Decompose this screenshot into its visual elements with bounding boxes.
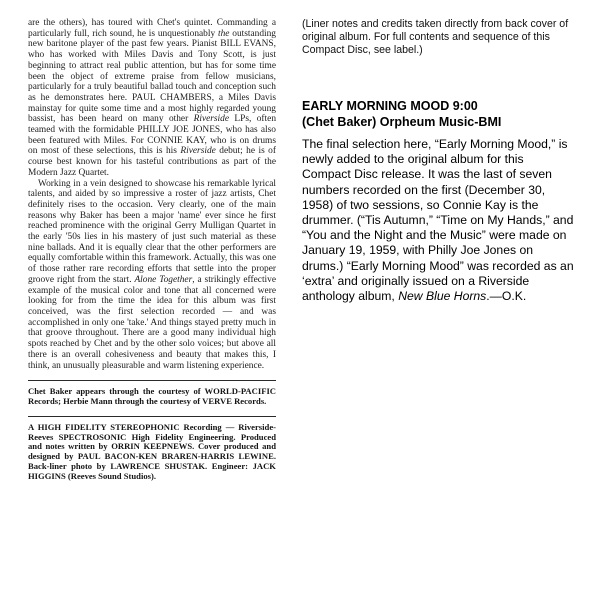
bonus-track-publisher: (Chet Baker) Orpheum Music-BMI	[302, 114, 502, 129]
technical-credits-block	[28, 423, 276, 482]
liner-notes-body	[28, 18, 276, 371]
source-note: (Liner notes and credits taken directly from back cover of original album. For full contents and sequence of this Compact Disc, see label.)	[302, 18, 569, 56]
bonus-track-note: The final selection here, “Early Morning Mood,” is newly added to the original album for this Compact Disc release. It was the last of seven numbers recorded on the first (December 30, 1958) of two sessions, so Connie Kay is the drummer. (“Tis Autumn,” “Time on My Hands,” and “You and the Night and the Music” were made on January 19, 1959, with Philly Joe Jones on drums.) “Early Morning Mood” was recorded as an ‘extra’ and originally issued on a Riverside anthology album, New Blue Horns.—O.K.	[302, 137, 574, 304]
left-text-column	[0, 0, 290, 593]
courtesy-credits-block	[28, 387, 276, 407]
right-text-column	[290, 0, 600, 593]
divider-rule-2	[28, 416, 276, 417]
technical-credits-text: A HIGH FIDELITY STEREOPHONIC Recording — Riverside-Reeves SPECTROSONIC High Fidelity Engineering. Produced and notes written by ORRIN KEEPNEWS. Cover produced and designed by PAUL BACON-KEN BRAREN-HARRIS LEWINE. Back-liner photo by LAWRENCE SHUSTAK. Engineer: JACK HIGGINS (Reeves Sound Studios).	[28, 421, 276, 481]
divider-rule-1	[28, 380, 276, 381]
liner-paragraph-1: are the others), has toured with Chet's quintet. Commanding a particularly full, rich sound, he is unquestionably the outstanding new baritone player of the past few years. Pianist BILL EVANS, who has worked with Miles Davis and Tony Scott, is just beginning to attract real public attention, but has for some time been the object of extreme praise from fellow musicians, particularly for a truly beautiful ballad touch and conception such as he demonstrates here. PAUL CHAMBERS, a Miles Davis mainstay for quite some time and a most highly regarded young bassist, has been heard on many other Riverside LPs, often teamed with the formidable PHILLY JOE JONES, who has also been featured with Miles. For CONNIE KAY, who is on drums on most of these selections, this is his Riverside debut; he is of course best known for his tasteful contributions as part of the Modern Jazz Quartet.	[28, 18, 277, 178]
liner-paragraph-2: Working in a vein designed to showcase his remarkable lyrical talents, and aided by so impressive a roster of jazz artists, Chet definitely rises to the occasion. Very clearly, one of the main reasons why Baker has been a major 'name' ever since he first reached prominence with the original Gerry Mulligan Quartet in the early '50s lies in his mastery of just such material as these nine ballads. And it is equally clear that the other performers are equally comfortable within this framework. Actually, this was one of those rather rare recording efforts that settle into the proper groove right from the start. Alone Together, a strikingly effective example of the musical color and tone that all concerned were looking for from the time the idea for this album was first conceived, was the first selection recorded — and was accomplished in only one 'take.' And things stayed pretty much in that groove throughout. There are a good many individual high spots reached by Chet and by the other solo voices; but above all there is an overall cohesiveness and beauty that makes this, I think, an unusually pleasurable and warm listening experience.	[28, 178, 277, 371]
courtesy-credits-text: Chet Baker appears through the courtesy of WORLD-PACIFIC Records; Herbie Mann through the courtesy of VERVE Records.	[28, 386, 276, 406]
bonus-track-title: EARLY MORNING MOOD 9:00	[302, 99, 478, 113]
bonus-track-heading	[302, 99, 574, 130]
